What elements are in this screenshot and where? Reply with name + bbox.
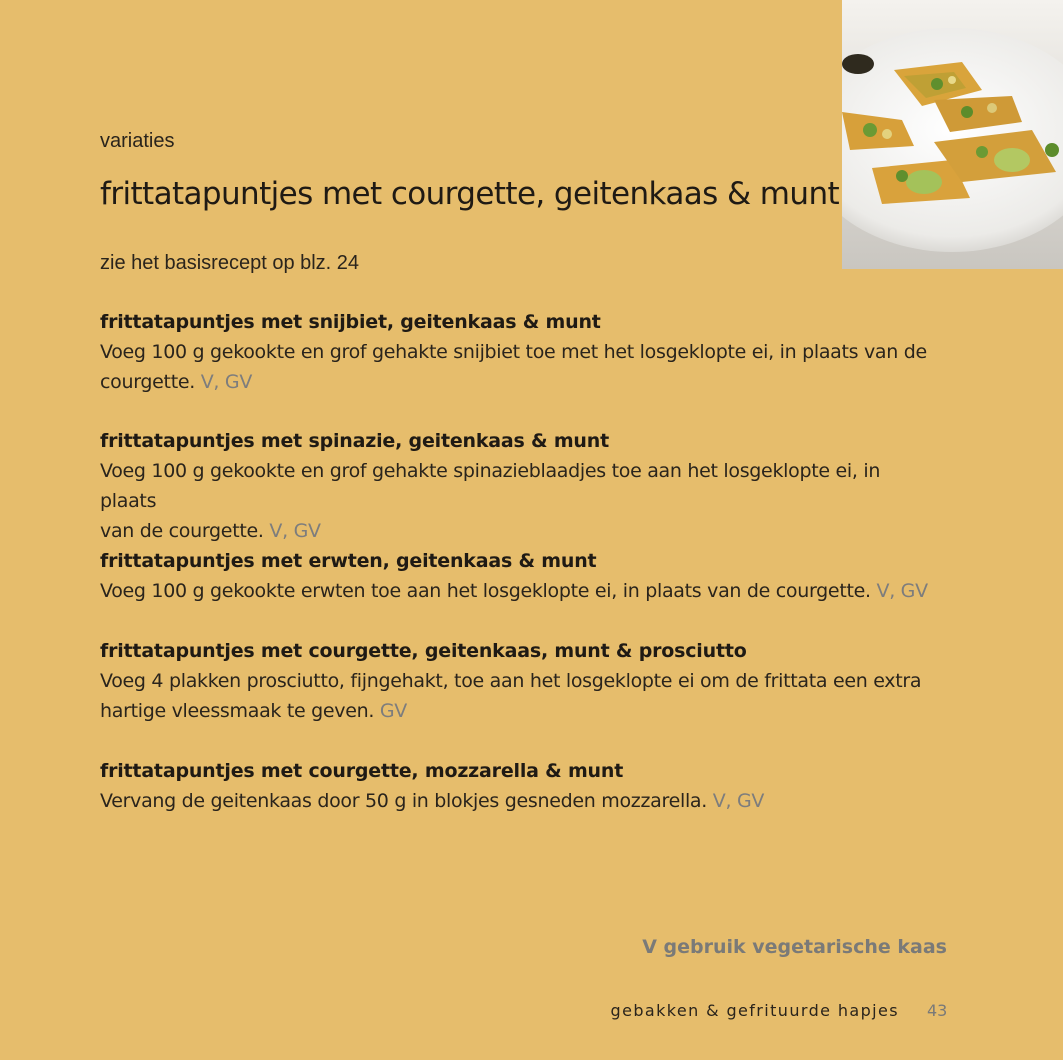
variation-text-line: hartige vleessmaak te geven. [100, 700, 375, 722]
variation-title: frittatapuntjes met courgette, mozzarella & munt [100, 760, 624, 782]
variation-description [100, 786, 930, 816]
variation-item [100, 426, 930, 546]
variation-description [100, 576, 930, 606]
variation-text-line: Voeg 4 plakken prosciutto, fijngehakt, toe aan het losgeklopte ei om de frittata een extra [100, 670, 922, 692]
recipe-photo [842, 0, 1063, 269]
diet-tags: V, GV [200, 371, 253, 393]
variation-text-line: Vervang de geitenkaas door 50 g in blokjes gesneden mozzarella. [100, 790, 708, 812]
variation-description [100, 666, 930, 726]
variation-text-line: Voeg 100 g gekookte erwten toe aan het losgeklopte ei, in plaats van de courgette. [100, 580, 871, 602]
footer-section-name: gebakken & gefrituurde hapjes [610, 1001, 899, 1020]
frittata-plate-image [842, 0, 1063, 269]
page-number: 43 [927, 1001, 948, 1020]
diet-tags: GV [379, 700, 407, 722]
variation-item [100, 546, 930, 606]
variation-text-line: Voeg 100 g gekookte en grof gehakte spinazieblaadjes toe aan het losgeklopte ei, in plaats [100, 460, 881, 512]
recipe-title: frittatapuntjes met courgette, geitenkaas & munt [100, 176, 840, 212]
variation-title: frittatapuntjes met snijbiet, geitenkaas & munt [100, 311, 601, 333]
diet-tags: V, GV [712, 790, 765, 812]
section-kicker: variaties [100, 130, 175, 152]
vegetarian-legend: V gebruik vegetarische kaas [642, 936, 947, 958]
variation-item [100, 756, 930, 816]
variation-title: frittatapuntjes met erwten, geitenkaas & munt [100, 550, 597, 572]
variation-title: frittatapuntjes met spinazie, geitenkaas & munt [100, 430, 609, 452]
variation-title: frittatapuntjes met courgette, geitenkaas, munt & prosciutto [100, 640, 747, 662]
variation-text-line: van de courgette. [100, 520, 264, 542]
variation-description [100, 337, 930, 397]
base-recipe-reference: zie het basisrecept op blz. 24 [100, 252, 360, 274]
variation-text-line: courgette. [100, 371, 195, 393]
diet-tags: V, GV [876, 580, 928, 602]
variation-description [100, 456, 930, 546]
variation-text-line: Voeg 100 g gekookte en grof gehakte snijbiet toe met het losgeklopte ei, in plaats van de [100, 341, 927, 363]
variation-item [100, 307, 930, 397]
diet-tags: V, GV [269, 520, 321, 542]
variation-item [100, 636, 930, 726]
